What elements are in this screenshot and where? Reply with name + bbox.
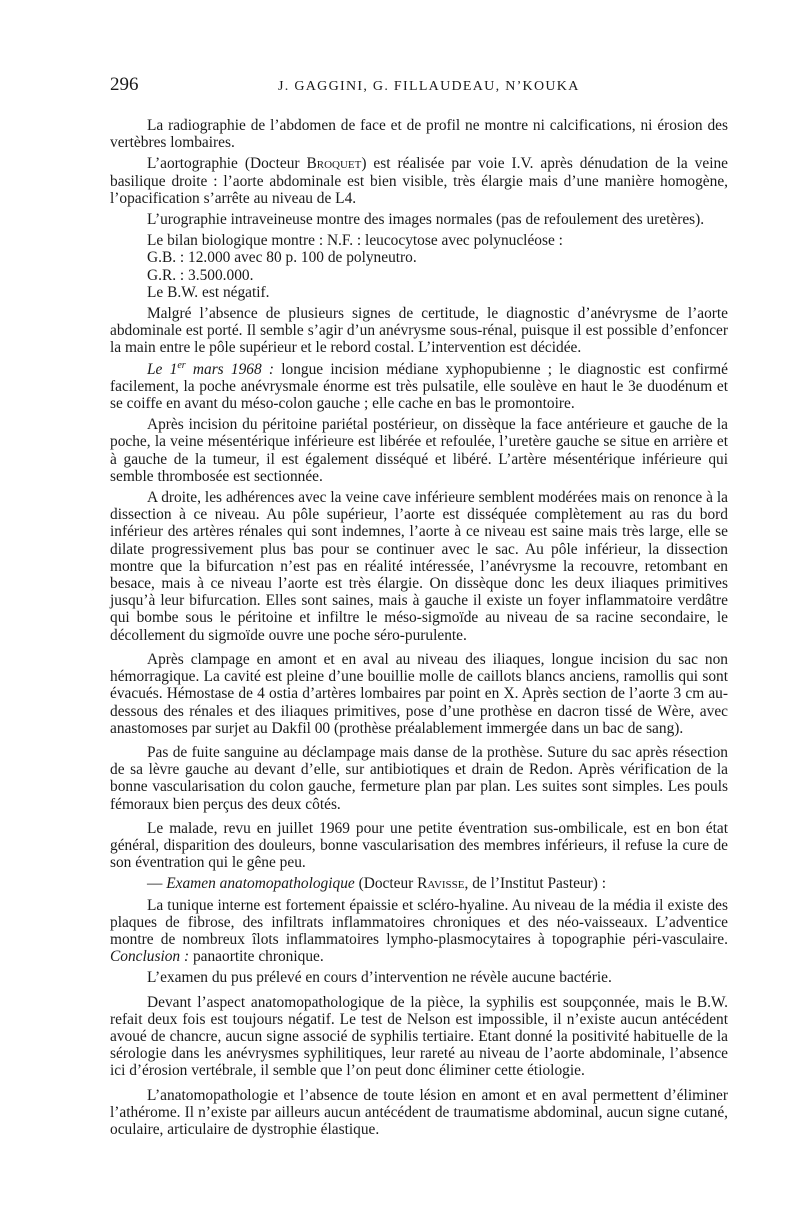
conclusion-label: Conclusion :: [110, 948, 190, 966]
running-head: J. GAGGINI, G. FILLAUDEAU, N’KOUKA: [278, 79, 580, 94]
paragraph: Malgré l’absence de plusieurs signes de certitude, le diagnostic d’anévrysme de l’aorte abdominale est porté. Il semble s’agir d’un anévrysme sous-rénal, puisque il est possible d’enfoncer la main entre le pôle supérieur et le rebord costal. L’intervention est décidée.: [110, 305, 728, 357]
paragraph: La radiographie de l’abdomen de face et de profil ne montre ni calcifications, ni érosion des vertèbres lombaires.: [110, 117, 728, 152]
body-text: [110, 117, 728, 1142]
paragraph: A droite, les adhérences avec la veine cave inférieure semblent modérées mais on renonce à la dissection à ce niveau. Au pôle supérieur, l’aorte est disséquée complètement au ras du bord inférieur des artères rénales qui sont indemnes, l’aorte à ce niveau est saine mais très large, elle se dilate progressivement plus bas pour se continuer avec le sac. Au pôle inférieur, la dissection montre que la bifurcation n’est pas en réalité intéressée, l’anévrysme la recouvre, retombant en besace, mais à ce niveau l’aorte est très élargie. On dissèque donc les deux iliaques primitives jusqu’à leur bifurcation. Elles sont saines, mais à gauche il existe un foyer inflammatoire verdâtre qui bombe sous le péritoine et infiltre le méso-sigmoïde au niveau de sa racine secondaire, le décollement du sigmoïde ouvre une poche séro-purulente.: [110, 489, 728, 644]
date: Le 1er mars 1968 :: [147, 359, 275, 378]
author-name: Broquet: [306, 155, 362, 173]
paragraph: Le 1er mars 1968 : longue incision médiane xyphopubienne ; le diagnostic est confirmé facilement, la poche anévrysmale énorme est très pulsatile, elle soulève en haut le 3e duodénum et se coiffe en avant du méso-colon gauche ; elle cache en bas le promontoire.: [110, 359, 728, 413]
paragraph: G.R. : 3.500.000.: [147, 266, 254, 284]
paragraph: L’anatomopathologie et l’absence de toute lésion en amont et en aval permettent d’éliminer l’athérome. Il n’existe par ailleurs aucun antécédent de traumatisme abdominal, aucun signe cutané, oculaire, articulaire de dystrophie élastique.: [110, 1086, 728, 1138]
paragraph: Pas de fuite sanguine au déclampage mais danse de la prothèse. Suture du sac après résection de sa lèvre gauche au devant d’elle, sur antibiotiques et drain de Redon. Après vérification de la bonne vascularisation du colon gauche, fermeture plan par plan. Les suites sont simples. Les pouls fémoraux bien perçus des deux côtés.: [110, 743, 728, 813]
paragraph: La tunique interne est fortement épaissie et scléro-hyaline. Au niveau de la média il existe des plaques de fibrose, des infiltrats inflammatoires chroniques et des néo-vaisseaux. L’adventice montre de nombreux îlots inflammatoires lympho-plasmocytaires à topographie péri-vasculaire. Conclusion : panaortite chronique.: [110, 896, 728, 966]
paragraph: L’examen du pus prélevé en cours d’intervention ne révèle aucune bactérie.: [147, 969, 612, 987]
paragraph: L’urographie intraveineuse montre des images normales (pas de refoulement des uretères).: [147, 211, 705, 229]
page-header: [110, 74, 728, 114]
page-number: 296: [110, 74, 139, 95]
paragraph: Le B.W. est négatif.: [147, 283, 270, 301]
paragraph: L’aortographie (Docteur Broquet) est réalisée par voie I.V. après dénudation de la veine basilique droite : l’aorte abdominale est bien visible, très élargie mais d’une manière homogène, l’opacification s’arrête au niveau de L4.: [110, 155, 728, 207]
paragraph: Le malade, revu en juillet 1969 pour une petite éventration sus-ombilicale, est en bon état général, disparition des douleurs, bonne vascularisation des membres inférieurs, il refuse la cure de son éventration qui le gêne peu.: [110, 819, 728, 872]
paragraph: — Examen anatomopathologique (Docteur Ravisse, de l’Institut Pasteur) :: [147, 875, 606, 893]
paragraph: Après clampage en amont et en aval au niveau des iliaques, longue incision du sac non hémorragique. La cavité est pleine d’une bouillie molle de caillots blancs anciens, ramollis qui sont évacués. Hémostase de 4 ostia d’artères lombaires par point en X. Après section de l’aorte 3 cm au-dessous des rénales et des iliaques primitives, pose d’une prothèse en dacron tissé de Wère, avec anastomoses par surjet au Dakfil 00 (prothèse préalablement immergée dans un bac de sang).: [110, 650, 728, 737]
author-name: Ravisse: [417, 875, 465, 893]
paragraph: Le bilan biologique montre : N.F. : leucocytose avec polynucléose :: [147, 232, 563, 250]
paragraph: Après incision du péritoine pariétal postérieur, on dissèque la face antérieure et gauche de la poche, la veine mésentérique inférieure est libérée et refoulée, l’uretère gauche se situe en arrière et à gauche de la tumeur, il est également disséqué et libéré. L’artère mésentérique inférieure qui semble thrombosée est sectionnée.: [110, 416, 728, 485]
paragraph: G.B. : 12.000 avec 80 p. 100 de polyneutro.: [147, 249, 417, 267]
section-title: Examen anatomopathologique: [166, 875, 355, 893]
paragraph: Devant l’aspect anatomopathologique de la pièce, la syphilis est soupçonnée, mais le B.W. refait deux fois est toujours négatif. Le test de Nelson est impossible, il n’existe aucun antécédent avoué de chancre, aucun signe associé de syphilis tertiaire. Etant donné la positivité habituelle de la sérologie dans les anévrysmes syphilitiques, leur rareté au niveau de l’aorte abdominale, l’absence ici d’érosion vertébrale, il semble que l’on peut donc éliminer cette étiologie.: [110, 993, 728, 1080]
